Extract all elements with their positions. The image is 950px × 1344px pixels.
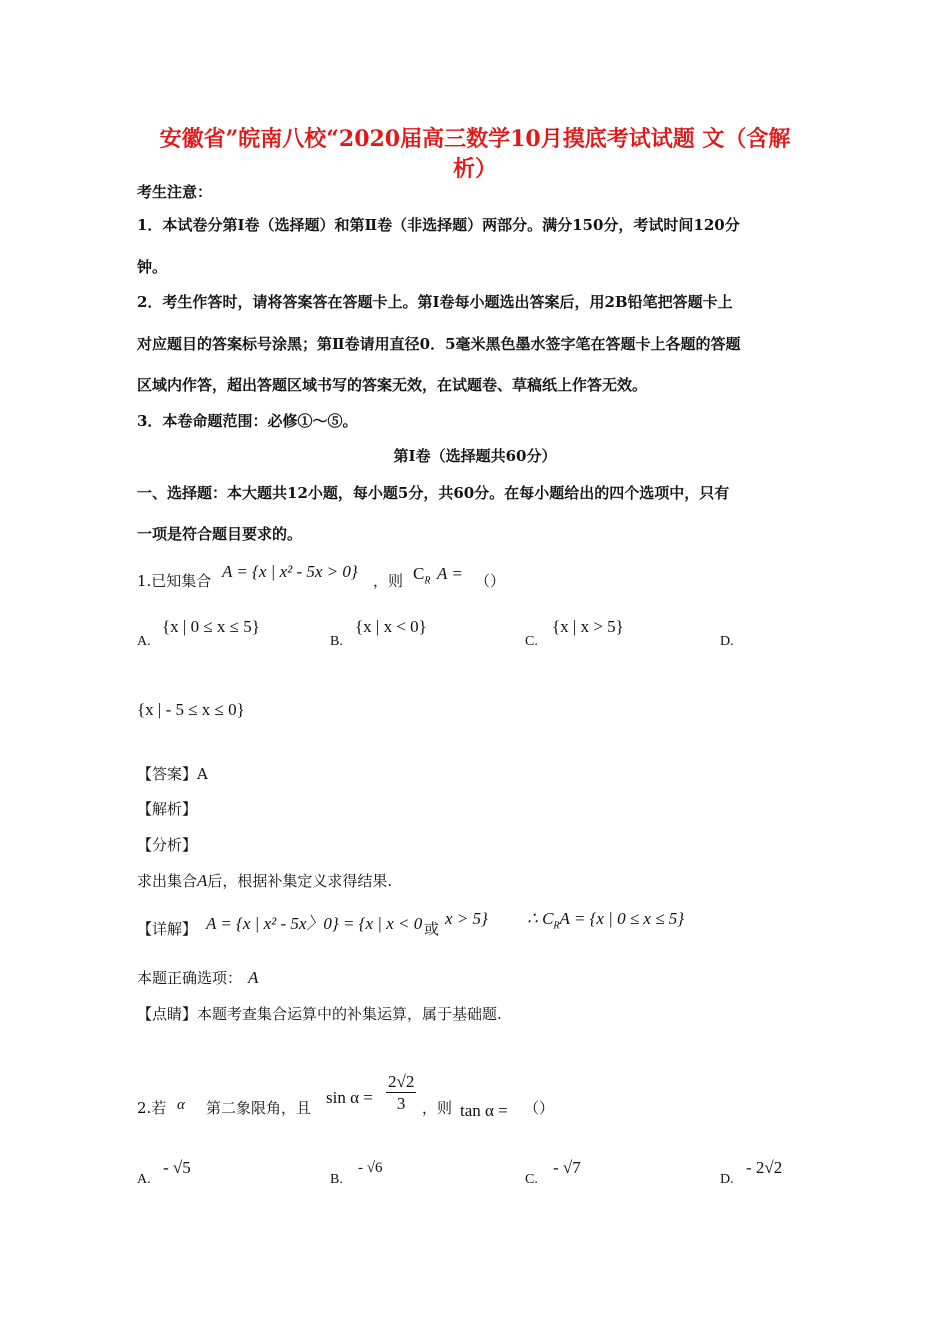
q1-detail-math-3: ∴ $C_RA = \{x$ | 0 ≤ x ≤ 5}	[527, 909, 685, 932]
q2-option-b-value: - √6	[358, 1160, 383, 1176]
q1-fenxi-text: 求出集合A后，根据补集定义求得结果.	[137, 871, 393, 890]
q1-detail-or: 或	[424, 920, 440, 938]
notice-item-2-line3: 区域内作答，超出答题区域书写的答案无效，在试题卷、草稿纸上作答无效。	[137, 376, 648, 394]
section-title: 第Ⅰ卷（选择题共60分）	[393, 447, 557, 465]
q1-comment: 【点睛】本题考查集合运算中的补集运算，属于基础题.	[137, 1005, 502, 1023]
q1-detail-math-1: A = {x | x² - 5x〉0} = {x | x < 0	[206, 914, 423, 933]
q2-option-c-value: - √7	[553, 1158, 581, 1177]
q1-fenxi-tag: 【分析】	[137, 836, 198, 854]
notice-item-1-line2: 钟。	[137, 258, 168, 276]
q2-option-d-value: - 2√2	[746, 1158, 783, 1177]
q2-sin-expr: sin α =	[326, 1088, 373, 1107]
document-title-line1: 安徽省”皖南八校“2020届高三数学10月摸底考试试题 文（含解	[159, 126, 791, 152]
q2-fraction-denominator: 3	[396, 1094, 406, 1113]
q2-alpha: α	[177, 1097, 185, 1113]
notice-heading: 考生注意：	[137, 183, 213, 201]
q1-option-b-value: {x | x < 0}	[355, 617, 427, 636]
notice-item-2-line2: 对应题目的答案标号涂黑；第Ⅱ卷请用直径0．5毫米黑色墨水签字笔在答题卡上各题的答题	[137, 335, 741, 353]
q2-text-2: ，则	[422, 1099, 453, 1117]
section-intro-line2: 一项是符合题目要求的。	[137, 525, 303, 543]
q1-complement-tail: A =	[437, 564, 463, 583]
notice-item-1-line1: 1．本试卷分第Ⅰ卷（选择题）和第Ⅱ卷（非选择题）两部分。满分150分，考试时间120分	[137, 216, 740, 234]
section-intro-line1: 一、选择题：本大题共12小题，每小题5分，共60分。在每小题给出的四个选项中，只有	[137, 484, 730, 502]
q1-set-definition: A = {x | x² - 5x > 0}	[222, 562, 358, 581]
q1-option-d-label: D.	[720, 634, 734, 649]
notice-item-3: 3．本卷命题范围：必修①～⑤。	[137, 412, 358, 430]
q2-option-a-value: - √5	[163, 1158, 191, 1177]
q2-option-b-label: B.	[330, 1172, 343, 1187]
q2-tan-expr: tan α =	[460, 1101, 508, 1120]
q1-detail-math-2: x > 5}	[445, 909, 488, 928]
q2-fraction	[386, 1073, 416, 1112]
q1-correct-option: 本题正确选项： A	[137, 968, 259, 987]
q1-option-a-value: {x | 0 ≤ x ≤ 5}	[162, 617, 260, 636]
q2-option-a-label: A.	[137, 1172, 151, 1187]
q2-text-1: 第二象限角，且	[206, 1099, 312, 1117]
q1-prefix: 1.已知集合	[137, 572, 212, 590]
q1-answer: 【答案】A	[137, 765, 208, 783]
q1-detail-tag: 【详解】	[137, 920, 198, 938]
q2-option-c-label: C.	[525, 1172, 538, 1187]
q1-option-d-value: {x | - 5 ≤ x ≤ 0}	[137, 700, 245, 719]
q1-option-a-label: A.	[137, 634, 151, 649]
q2-prefix: 2.若	[137, 1099, 167, 1117]
document-title-line2: 析）	[452, 156, 497, 182]
q1-option-c-value: {x | x > 5}	[552, 617, 624, 636]
q1-mid-text: ，则	[373, 572, 404, 590]
q2-blank: （）	[524, 1099, 555, 1117]
q2-option-d-label: D.	[720, 1172, 734, 1187]
q1-analysis-tag: 【解析】	[137, 800, 198, 818]
q1-blank: （）	[475, 572, 506, 590]
q1-option-b-label: B.	[330, 634, 343, 649]
q1-complement-symbol: $C_R$	[413, 564, 431, 587]
notice-item-2-line1: 2．考生作答时，请将答案答在答题卡上。第Ⅰ卷每小题选出答案后，用2B铅笔把答题卡上	[137, 293, 733, 311]
q2-fraction-numerator: 2√2	[388, 1072, 415, 1091]
q1-option-c-label: C.	[525, 634, 538, 649]
